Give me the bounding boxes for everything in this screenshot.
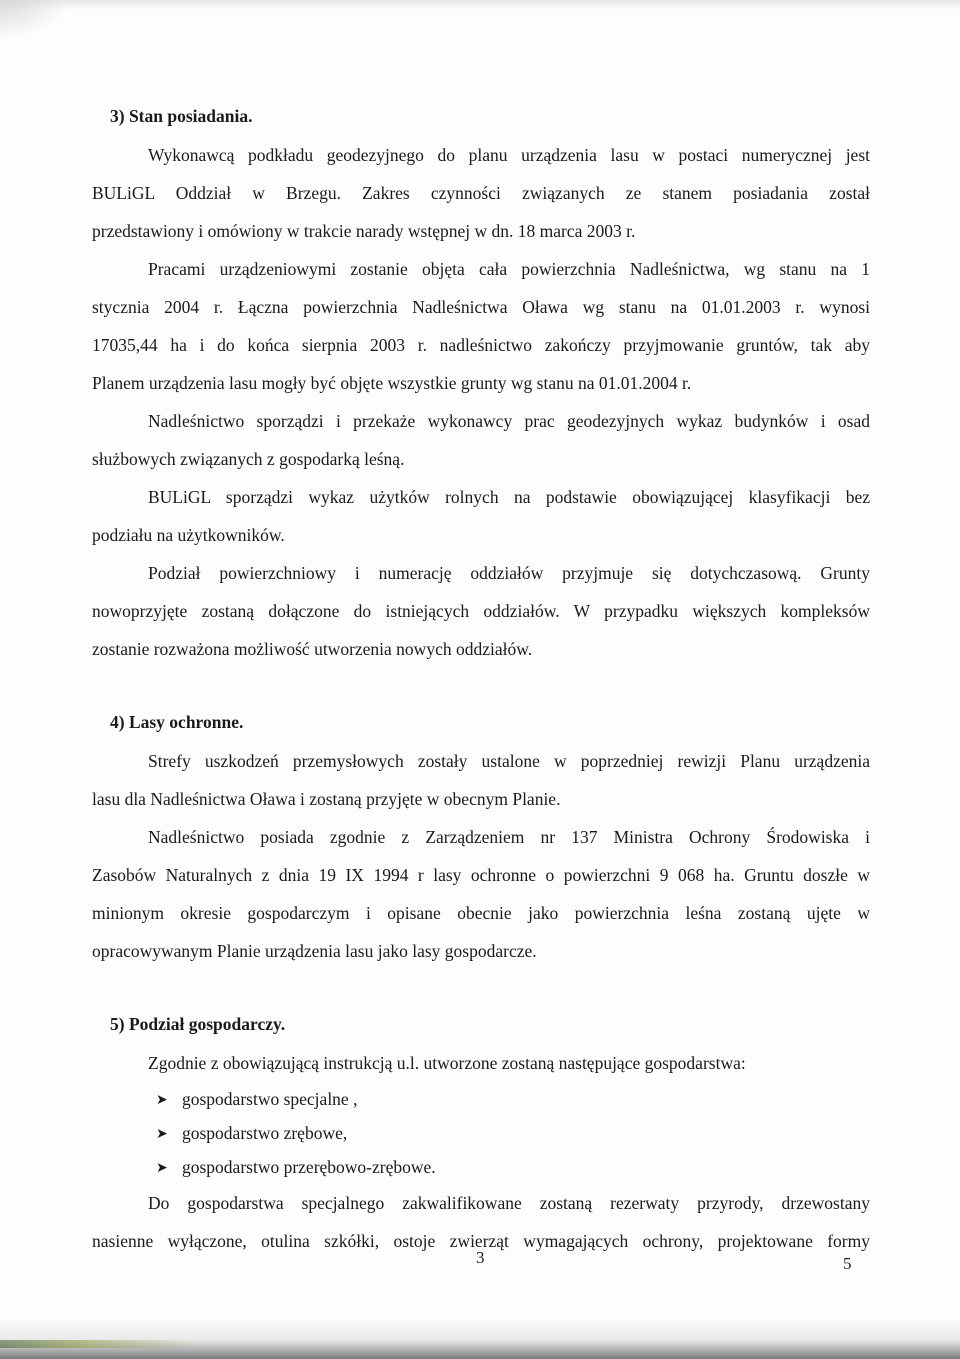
page-number-outer: 5	[843, 1254, 852, 1273]
paragraph-line: BULiGL sporządzi wykaz użytków rolnych na podstawie obowiązującej klasyfikacji bez	[148, 487, 870, 507]
list-item	[92, 1082, 870, 1116]
scan-edge-bottom	[0, 1318, 960, 1359]
scan-edge-top	[0, 0, 960, 10]
list-item-label: gospodarstwo specjalne ,	[182, 1089, 358, 1109]
arrow-bullet-icon: ➤	[156, 1161, 168, 1176]
list-item	[92, 1116, 870, 1150]
arrow-bullet-icon: ➤	[156, 1093, 168, 1108]
paragraph-line: Wykonawcą podkładu geodezyjnego do planu urządzenia lasu w postaci numerycznej jest	[148, 145, 870, 165]
list-item-label: gospodarstwo przerębowo-zrębowe.	[182, 1157, 436, 1177]
section-3-heading: 3) Stan posiadania.	[110, 106, 253, 126]
paragraph-line: zostanie rozważona możliwość utworzenia nowych oddziałów.	[92, 639, 533, 659]
list-item	[92, 1150, 870, 1184]
document-body	[92, 96, 870, 1260]
section-gap	[92, 668, 870, 702]
paragraph-line: BULiGL Oddział w Brzegu. Zakres czynności związanych ze stanem posiadania został	[92, 183, 870, 203]
page-number-inner: 3	[476, 1248, 485, 1267]
section-gap	[92, 970, 870, 1004]
paragraph-line: służbowych związanych z gospodarką leśną.	[92, 449, 405, 469]
paragraph-line: 17035,44 ha i do końca sierpnia 2003 r. nadleśnictwo zakończy przyjmowanie gruntów, tak aby	[92, 335, 870, 355]
arrow-bullet-icon: ➤	[156, 1127, 168, 1142]
paragraph-line: Planem urządzenia lasu mogły być objęte wszystkie grunty wg stanu na 01.01.2004 r.	[92, 373, 692, 393]
scan-edge-stripe	[0, 1340, 200, 1348]
paragraph-line: nowoprzyjęte zostaną dołączone do istniejących oddziałów. W przypadku większych kompleksów	[92, 601, 870, 621]
list-item-label: gospodarstwo zrębowe,	[182, 1123, 348, 1143]
section-5-heading: 5) Podział gospodarczy.	[110, 1014, 286, 1034]
paragraph-line: Do gospodarstwa specjalnego zakwalifikowane zostaną rezerwaty przyrody, drzewostany	[148, 1193, 870, 1213]
paragraph-line: Zgodnie z obowiązującą instrukcją u.l. utworzone zostaną następujące gospodarstwa:	[148, 1053, 746, 1073]
paragraph-line: Nadleśnictwo posiada zgodnie z Zarządzeniem nr 137 Ministra Ochrony Środowiska i	[148, 827, 870, 847]
paragraph-line: stycznia 2004 r. Łączna powierzchnia Nadleśnictwa Oława wg stanu na 01.01.2003 r. wynosi	[92, 297, 870, 317]
paragraph-line: Nadleśnictwo sporządzi i przekaże wykonawcy prac geodezyjnych wykaz budynków i osad	[148, 411, 870, 431]
paragraph-line: Podział powierzchniowy i numerację oddziałów przyjmuje się dotychczasową. Grunty	[148, 563, 870, 583]
paragraph-line: minionym okresie gospodarczym i opisane obecnie jako powierzchnia leśna zostaną ujęte w	[92, 903, 870, 923]
paragraph-line: Pracami urządzeniowymi zostanie objęta cała powierzchnia Nadleśnictwa, wg stanu na 1	[148, 259, 870, 279]
scan-corner-shadow	[0, 0, 70, 40]
paragraph-line: nasienne wyłączone, otulina szkółki, ostoje zwierząt wymagających ochrony, projektowane formy	[92, 1231, 870, 1251]
paragraph-line: lasu dla Nadleśnictwa Oława i zostaną przyjęte w obecnym Planie.	[92, 789, 561, 809]
paragraph-line: Zasobów Naturalnych z dnia 19 IX 1994 r lasy ochronne o powierzchni 9 068 ha. Gruntu doszłe w	[92, 865, 870, 885]
paragraph-line: przedstawiony i omówiony w trakcie narady wstępnej w dn. 18 marca 2003 r.	[92, 221, 636, 241]
paragraph-line: podziału na użytkowników.	[92, 525, 285, 545]
paragraph-line: Strefy uszkodzeń przemysłowych zostały ustalone w poprzedniej rewizji Planu urządzenia	[148, 751, 870, 771]
section-4-heading: 4) Lasy ochronne.	[110, 712, 244, 732]
paragraph-line: opracowywanym Planie urządzenia lasu jako lasy gospodarcze.	[92, 941, 537, 961]
